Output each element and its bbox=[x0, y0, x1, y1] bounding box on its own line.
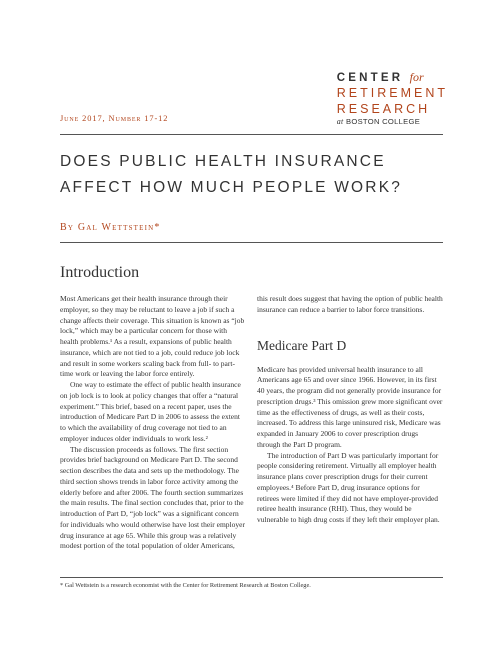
issue-line: June 2017, Number 17-12 bbox=[60, 114, 169, 123]
intro-continuation-space: this result does suggest that having the option of public health insurance can reduce a barrier to labor force transitions. bbox=[257, 294, 443, 314]
logo-boston-college-line: at BOSTON COLLEGE bbox=[336, 117, 421, 126]
crr-logo bbox=[337, 70, 448, 126]
logo-center-line: CENTER for bbox=[336, 70, 424, 84]
footnote-divider bbox=[60, 577, 443, 578]
medicare-paragraph-2: The introduction of Part D was particularly important for people considering retirement. Virtually all employer health insurance plans cover prescription drugs for their current employees.⁴ Before Part D, drug insurance options for retirees were limited if they did not have employer-provided retiree health insurance (RHI). Thus, they would be vulnerable to high drug costs if they left their employer plan. bbox=[257, 450, 440, 524]
medicare-paragraph-1: Medicare has provided universal health insurance to all Americans age 65 and over since 1966. However, in its first 40 years, the program did not generally provide insurance for prescription drugs.³ This omission grew more significant over time as the effectiveness of drugs, as well as their costs, increased. To address this large uninsured risk, Medicare was expanded in January 2006 to cover prescription drugs through the Part D program. bbox=[257, 364, 443, 449]
logo-retirement: RETIREMENT bbox=[336, 86, 448, 100]
right-column bbox=[257, 294, 443, 526]
page-title bbox=[60, 149, 402, 201]
introduction-heading: Introduction bbox=[60, 264, 140, 281]
top-divider bbox=[60, 134, 443, 135]
intro-paragraph-2: One way to estimate the effect of public health insurance on job lock is to look at policy changes that offer a “natural experiment.” This brief, based on a recent paper, uses the introduction of Medicare Part D in 2006 to assess the extent to which the availability of drug coverage not tied to an employer induces older individuals to work less.² bbox=[60, 380, 241, 443]
logo-research: RESEARCH bbox=[336, 102, 431, 116]
title-line-2: AFFECT HOW MUCH PEOPLE WORK? bbox=[60, 179, 403, 196]
byline-divider bbox=[60, 242, 443, 243]
author-byline: By Gal Wettstein* bbox=[60, 222, 161, 233]
intro-paragraph-1: Most Americans get their health insurance through their employer, so they may be reluctant to leave a job if such a change affects their coverage. This situation is known as “job lock,” which may be a particular concern for those with health problems.¹ As a result, expansions of public health insurance, which are not tied to a job, could reduce job lock and result in some workers scaling back from full- to part-time work or leaving the labor force entirely. bbox=[60, 294, 245, 379]
author-footnote: * Gal Wettstein is a research economist with the Center for Retirement Research at Boston College. bbox=[60, 582, 311, 589]
title-line-1: DOES PUBLIC HEALTH INSURANCE bbox=[60, 153, 386, 170]
left-column bbox=[60, 294, 245, 552]
medicare-part-d-heading: Medicare Part D bbox=[257, 337, 347, 353]
logo-for: for bbox=[409, 70, 424, 84]
intro-paragraph-3: The discussion proceeds as follows. The first section provides brief background on Medicare Part D. The second section describes the data and sets up the methodology. The third section shows trends in labor force activity among the elderly before and after 2006. The fourth section summarizes the main results. The final section concludes that, prior to the introduction of Part D, “job lock” was a significant concern for individuals who would otherwise have lost their employer drug insurance at age 65. While this group was a relatively modest portion of the total population of older Americans, bbox=[60, 444, 245, 551]
